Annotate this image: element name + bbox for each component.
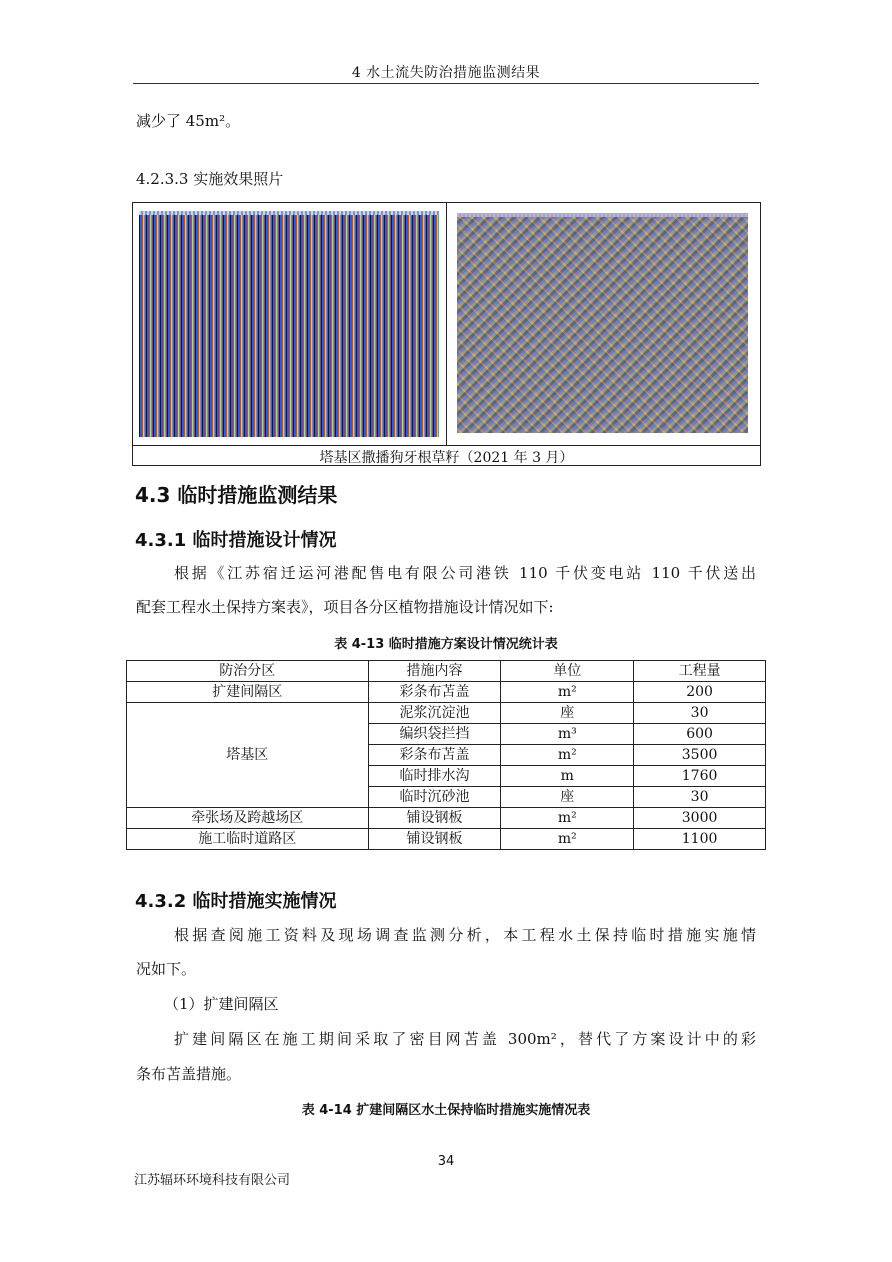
- cell-zone: 牵张场及跨越场区: [127, 808, 369, 829]
- section-4-3-2-title: 4.3.2 临时措施实施情况: [135, 891, 337, 912]
- photo-right-top-strip: [457, 213, 748, 217]
- cell-zone: 塔基区: [127, 703, 369, 808]
- header-qty: 工程量: [634, 661, 766, 682]
- header-measure: 措施内容: [368, 661, 501, 682]
- para-4-3-2-line1: 根据查阅施工资料及现场调查监测分析，本工程水土保持临时措施实施情: [174, 926, 756, 944]
- section-4-3-1-title: 4.3.1 临时措施设计情况: [135, 530, 337, 551]
- footer-company: 江苏辐环环境科技有限公司: [134, 1173, 291, 1188]
- cell-measure: 铺设钢板: [368, 808, 501, 829]
- cell-measure: 泥浆沉淀池: [368, 703, 501, 724]
- photo-caption-rule: [133, 445, 760, 446]
- cell-qty: 3500: [634, 745, 766, 766]
- cell-unit: m²: [501, 682, 634, 703]
- cell-measure: 临时沉砂池: [368, 787, 501, 808]
- cell-qty: 600: [634, 724, 766, 745]
- photo-divider: [446, 203, 447, 445]
- header-rule: [133, 83, 759, 84]
- para-4-3-2-p2-line1: 扩建间隔区在施工期间采取了密目网苫盖 300m²，替代了方案设计中的彩: [174, 1030, 756, 1048]
- cell-measure: 编织袋拦挡: [368, 724, 501, 745]
- page-number: 34: [437, 1154, 455, 1169]
- table-header-row: [127, 661, 766, 682]
- photo-frame: [132, 202, 761, 466]
- photo-right: [457, 213, 748, 433]
- cell-unit: m²: [501, 829, 634, 850]
- photo-left-top-strip: [139, 211, 439, 215]
- cell-unit: m²: [501, 808, 634, 829]
- cell-qty: 30: [634, 787, 766, 808]
- para-4-3-2-p2-line2: 条布苫盖措施。: [136, 1065, 242, 1083]
- running-header: 4 水土流失防治措施监测结果: [351, 65, 541, 81]
- intro-line: 减少了 45m²。: [136, 112, 241, 130]
- table-row: [127, 703, 766, 724]
- cell-unit: m: [501, 766, 634, 787]
- table-4-13-caption: 表 4-13 临时措施方案设计情况统计表: [334, 637, 558, 652]
- cell-zone: 施工临时道路区: [127, 829, 369, 850]
- cell-measure: 铺设钢板: [368, 829, 501, 850]
- photo-left: [139, 211, 439, 437]
- item-label-1: （1）扩建间隔区: [164, 995, 279, 1013]
- cell-qty: 1100: [634, 829, 766, 850]
- cell-qty: 30: [634, 703, 766, 724]
- cell-unit: m²: [501, 745, 634, 766]
- cell-unit: 座: [501, 787, 634, 808]
- cell-qty: 3000: [634, 808, 766, 829]
- para-4-3-2-line2: 况如下。: [136, 960, 197, 978]
- cell-unit: 座: [501, 703, 634, 724]
- table-4-13: [126, 660, 766, 850]
- para-4-3-1-line2: 配套工程水土保持方案表》，项目各分区植物措施设计情况如下:: [136, 598, 554, 616]
- header-unit: 单位: [501, 661, 634, 682]
- table-row: [127, 829, 766, 850]
- para-4-3-1-line1: 根据《江苏宿迁运河港配售电有限公司港铁 110 千伏变电站 110 千伏送出: [174, 564, 756, 582]
- table-row: [127, 808, 766, 829]
- section-4-3-title: 4.3 临时措施监测结果: [135, 483, 338, 507]
- cell-qty: 1760: [634, 766, 766, 787]
- table-4-14-caption: 表 4-14 扩建间隔区水土保持临时措施实施情况表: [301, 1103, 591, 1118]
- photo-section-heading: 4.2.3.3 实施效果照片: [136, 170, 284, 188]
- header-zone: 防治分区: [127, 661, 369, 682]
- cell-measure: 彩条布苫盖: [368, 682, 501, 703]
- cell-measure: 彩条布苫盖: [368, 745, 501, 766]
- table-row: [127, 682, 766, 703]
- cell-zone: 扩建间隔区: [127, 682, 369, 703]
- photo-caption: 塔基区撒播狗牙根草籽（2021 年 3 月）: [319, 450, 574, 466]
- cell-unit: m³: [501, 724, 634, 745]
- cell-qty: 200: [634, 682, 766, 703]
- cell-measure: 临时排水沟: [368, 766, 501, 787]
